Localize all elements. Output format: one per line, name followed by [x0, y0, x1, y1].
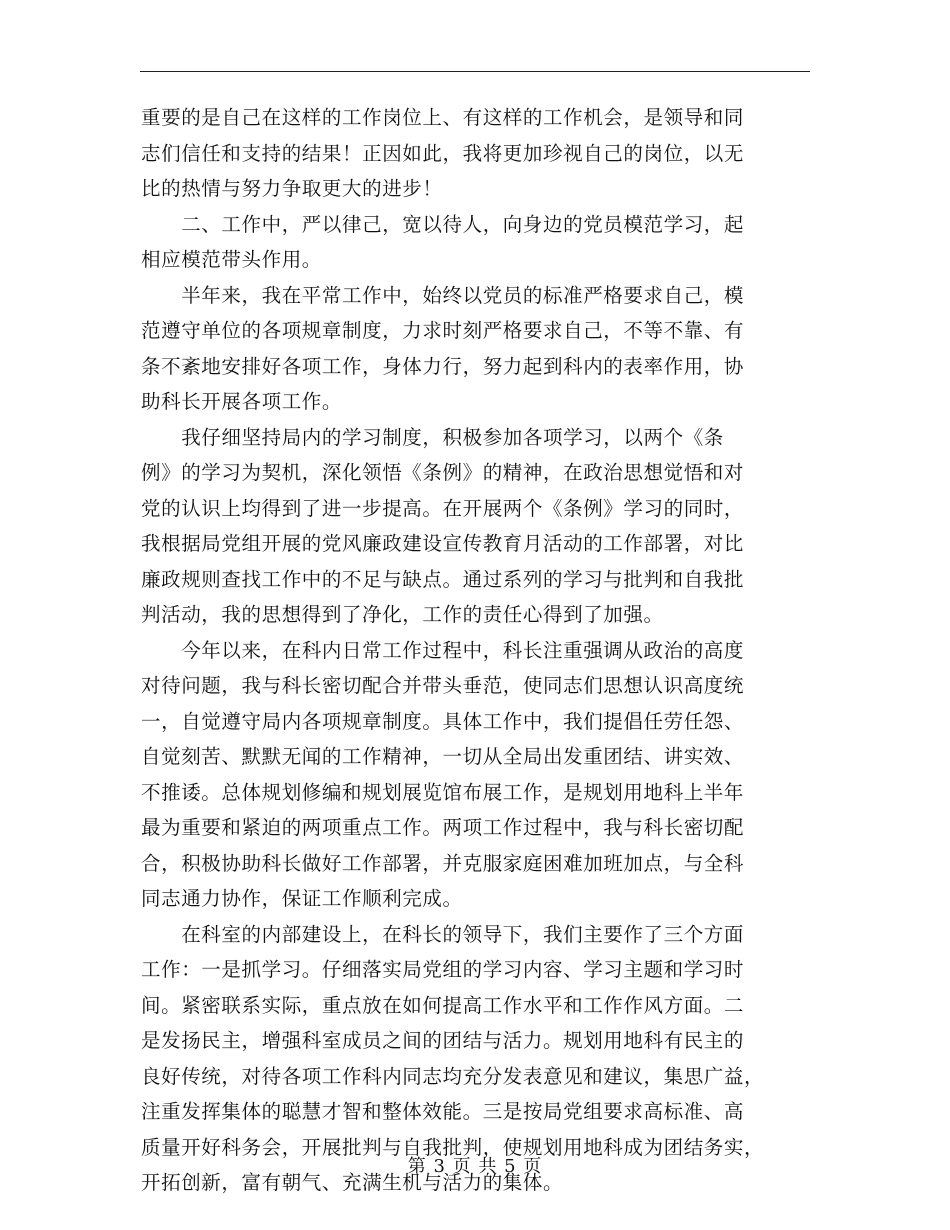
text-line: 对待问题，我与科长密切配合并带头垂范，使同志们思想认识高度统	[141, 674, 745, 697]
text-line: 注重发挥集体的聪慧才智和整体效能。三是按局党组要求高标准、高	[141, 1100, 745, 1123]
text-line: 不推诿。总体规划修编和规划展览馆布展工作，是规划用地科上半年	[141, 780, 745, 804]
text-line: 我根据局党组开展的党风廉政建设宣传教育月活动的工作部署，对比	[141, 532, 745, 555]
header-rule	[140, 71, 810, 72]
text-line: 比的热情与努力争取更大的进步！	[141, 177, 443, 200]
page-number: 第 3 页 共 5 页	[407, 1156, 543, 1177]
text-line: 一，自觉遵守局内各项规章制度。具体工作中，我们提倡任劳任怨、	[141, 709, 745, 733]
section-heading-line: 二、工作中，严以律己，宽以待人，向身边的党员模范学习，起	[141, 212, 745, 236]
text-line: 在科室的内部建设上，在科长的领导下，我们主要作了三个方面	[141, 922, 745, 946]
text-line: 同志通力协作，保证工作顺利完成。	[141, 887, 463, 910]
text-line: 工作：一是抓学习。仔细落实局党组的学习内容、学习主题和学习时	[141, 958, 745, 981]
text-line: 间。紧密联系实际，重点放在如何提高工作水平和工作作风方面。二	[141, 993, 745, 1017]
text-line: 良好传统，对待各项工作科内同志均充分发表意见和建议，集思广益，	[141, 1064, 765, 1088]
text-line: 重要的是自己在这样的工作岗位上、有这样的工作机会，是领导和同	[141, 106, 745, 129]
text-line: 自觉刻苦、默默无闻的工作精神，一切从全局出发重团结、讲实效、	[141, 745, 745, 768]
text-line: 今年以来，在科内日常工作过程中，科长注重强调从政治的高度	[141, 638, 745, 662]
text-line: 例》的学习为契机，深化领悟《条例》的精神，在政治思想觉悟和对	[141, 461, 745, 484]
text-line: 合，积极协助科长做好工作部署，并克服家庭困难加班加点，与全科	[141, 851, 745, 875]
text-line: 最为重要和紧迫的两项重点工作。两项工作过程中，我与科长密切配	[141, 816, 745, 839]
section-heading-line: 相应模范带头作用。	[141, 248, 322, 271]
text-line: 质量开好科务会，开展批判与自我批判，使规划用地科成为团结务实，	[141, 1135, 765, 1159]
text-line: 开拓创新，富有朝气、充满生机与活力的集体。	[141, 1171, 564, 1194]
text-line: 条不紊地安排好各项工作，身体力行，努力起到科内的表率作用，协	[141, 354, 745, 378]
text-line: 范遵守单位的各项规章制度，力求时刻严格要求自己，不等不靠、有	[141, 319, 745, 342]
text-line: 党的认识上均得到了进一步提高。在开展两个《条例》学习的同时，	[141, 496, 745, 520]
text-line: 志们信任和支持的结果！正因如此，我将更加珍视自己的岗位，以无	[141, 141, 745, 165]
text-line: 半年来，我在平常工作中，始终以党员的标准严格要求自己，模	[141, 283, 745, 307]
text-line: 我仔细坚持局内的学习制度，积极参加各项学习，以两个《条	[141, 425, 724, 449]
text-line: 廉政规则查找工作中的不足与缺点。通过系列的学习与批判和自我批	[141, 567, 745, 591]
text-line: 是发扬民主，增强科室成员之间的团结与活力。规划用地科有民主的	[141, 1029, 745, 1052]
text-line: 助科长开展各项工作。	[141, 390, 343, 413]
text-line: 判活动，我的思想得到了净化，工作的责任心得到了加强。	[141, 603, 664, 626]
document-body	[141, 100, 813, 1201]
